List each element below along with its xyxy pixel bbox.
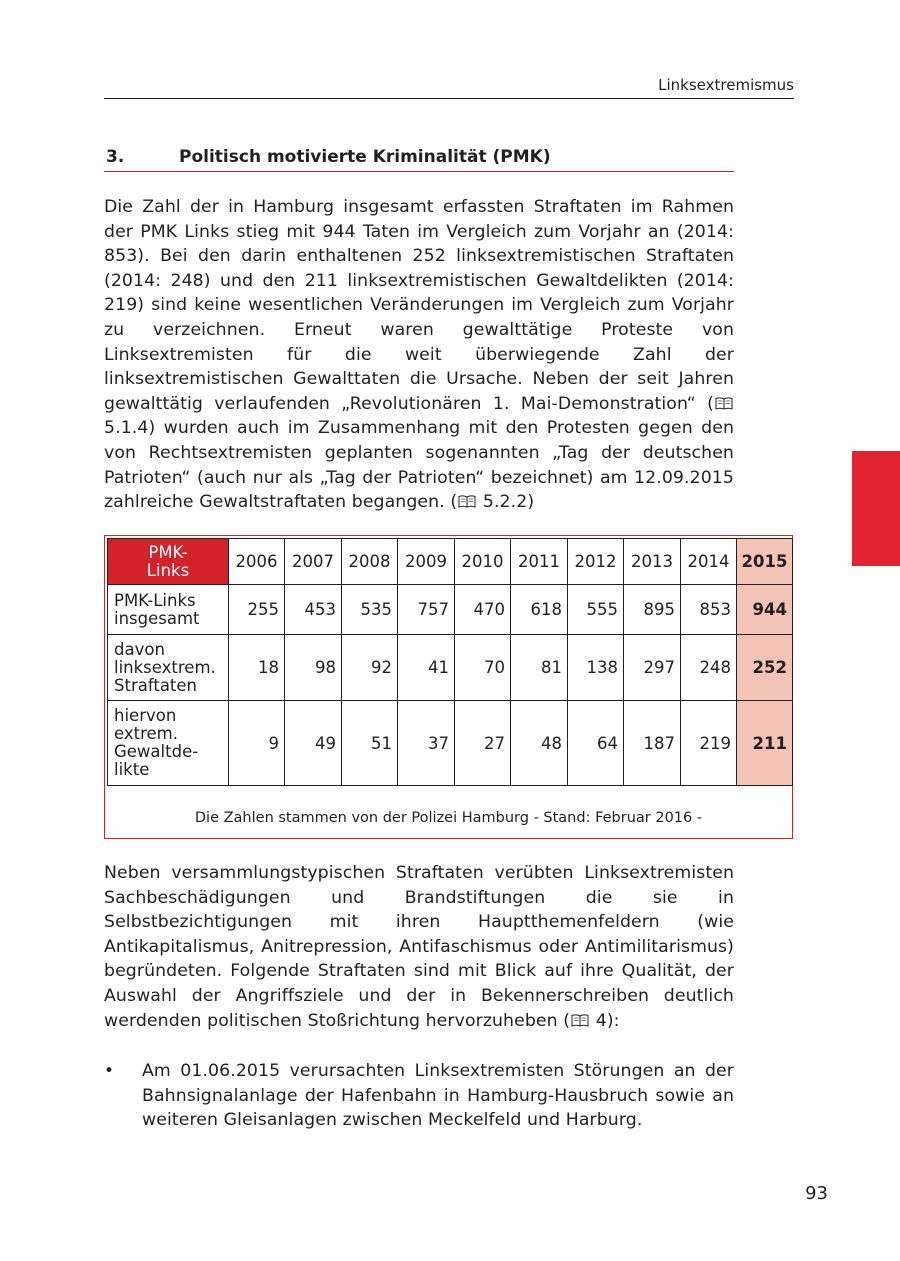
running-title: Linksextremismus [658,76,794,94]
table-cell: 81 [511,635,568,701]
table-cell: 9 [229,701,285,786]
table-cell: 895 [624,585,681,635]
second-text: Neben versammlungstypischen Straftaten verübten Linksextremisten Sachbeschädigungen und Brandstiftungen die sie in Selbstbezichtigungen mit ihren Hauptthemenfeldern (wie Antikapitalismus, Anitrepression, Antifaschismus oder Antimilitarismus) begründeten. Folgende Straftaten sind mit Blick auf ihre Qualität, der Auswahl der Angriffsziele und der in Bekennerschreiben deutlich werdenden politischen Stoßrichtung hervorzuheben ( [104,863,734,1031]
table-cell: 187 [624,701,681,786]
table-cell: 92 [342,635,398,701]
section-title: Politisch motivierte Kriminalität (PMK) [179,147,551,167]
table-cell: 41 [398,635,455,701]
table-cell: 70 [455,635,511,701]
pmk-statistics-table [104,535,793,839]
table-source-note: Die Zahlen stammen von der Polizei Hamburg - Stand: Februar 2016 - [194,810,703,826]
list-item [104,1059,734,1133]
bullet-list [104,1059,734,1133]
table-cell: 98 [285,635,342,701]
year-header: 2010 [455,539,511,585]
table-cell: 27 [455,701,511,786]
chapter-tab-marker [852,451,900,566]
table-cell: 555 [568,585,624,635]
table-row [108,701,793,786]
table-cell: 37 [398,701,455,786]
table-cell: 853 [681,585,737,635]
section-number: 3. [106,147,125,167]
table-cell: 757 [398,585,455,635]
intro-text-1: Die Zahl der in Hamburg insgesamt erfassten Straftaten im Rahmen der PMK Links stieg mit 944 Taten im Vergleich zum Vorjahr an (2014: 853). Bei den darin enthaltenen 252 linksextremistischen Straftaten (2014: 248) und den 211 linksextremistischen Gewaltdelikten (2014: 219) sind keine wesentlichen Veränderungen im Vergleich zum Vorjahr zu verzeichnen. Erneut waren gewalttätige Proteste von Linksextremisten für die weit überwiegende Zahl der linksextremistischen Gewalttaten die Ursache. Neben der seit Jahren gewalttätig verlaufenden „Revolutionären 1. Mai-Demonstration“ ( [104,197,734,414]
year-header: 2009 [398,539,455,585]
table-cell-highlight: 211 [737,701,793,786]
intro-text-2: wurden auch im Zusammenhang mit den Protesten gegen den von Rechtsextremisten geplanten sogenannten „Tag der deutschen Patrioten“ (auch nur als „Tag der Patrioten“ bezeichnet) am 12.09.2015 zahlreiche Gewaltstraftaten begangen. ( [104,418,734,513]
bullet-text: Am 01.06.2015 verursachten Linksextremisten Störungen an der Bahnsignalanlage der Hafenbahn in Hamburg-Hausbruch sowie an weiteren Gleisanlagen zwischen Meckelfeld und Harburg. [142,1061,734,1131]
book-icon [571,1014,589,1027]
year-header: 2008 [342,539,398,585]
table-cell: 48 [511,701,568,786]
table-cell: 470 [455,585,511,635]
cross-ref-1[interactable]: 5.1.4) [104,418,156,439]
year-header: 2014 [681,539,737,585]
table-cell: 138 [568,635,624,701]
table-cell: 248 [681,635,737,701]
table-cell: 219 [681,701,737,786]
row-label: PMK-Links insgesamt [108,585,229,635]
year-header-current: 2015 [737,539,793,585]
row-label: hiervon extrem. Gewaltde-likte [108,701,229,786]
table-cell: 49 [285,701,342,786]
year-header: 2012 [568,539,624,585]
book-icon [458,495,476,508]
second-paragraph [104,861,734,1033]
table-cell: 18 [229,635,285,701]
table-row [108,635,793,701]
year-header: 2013 [624,539,681,585]
table-header-row [108,539,793,585]
statistics-grid [107,538,793,786]
year-header: 2007 [285,539,342,585]
table-cell-highlight: 252 [737,635,793,701]
cross-ref-2[interactable]: 5.2.2) [477,492,535,513]
page-number: 93 [805,1183,828,1204]
year-header: 2006 [229,539,285,585]
row-label: davon linksextrem. Straftaten [108,635,229,701]
table-corner-label: PMK- Links [108,539,229,585]
table-cell: 297 [624,635,681,701]
header-rule [104,98,794,99]
table-cell: 64 [568,701,624,786]
table-cell: 535 [342,585,398,635]
cross-ref-3[interactable]: 4): [590,1010,620,1031]
table-cell-highlight: 944 [737,585,793,635]
year-header: 2011 [511,539,568,585]
section-heading [104,147,734,172]
table-cell: 453 [285,585,342,635]
table-cell: 618 [511,585,568,635]
table-row [108,585,793,635]
intro-paragraph [104,195,734,515]
bullet-marker: • [104,1061,115,1081]
book-icon [715,397,733,410]
table-cell: 255 [229,585,285,635]
table-cell: 51 [342,701,398,786]
